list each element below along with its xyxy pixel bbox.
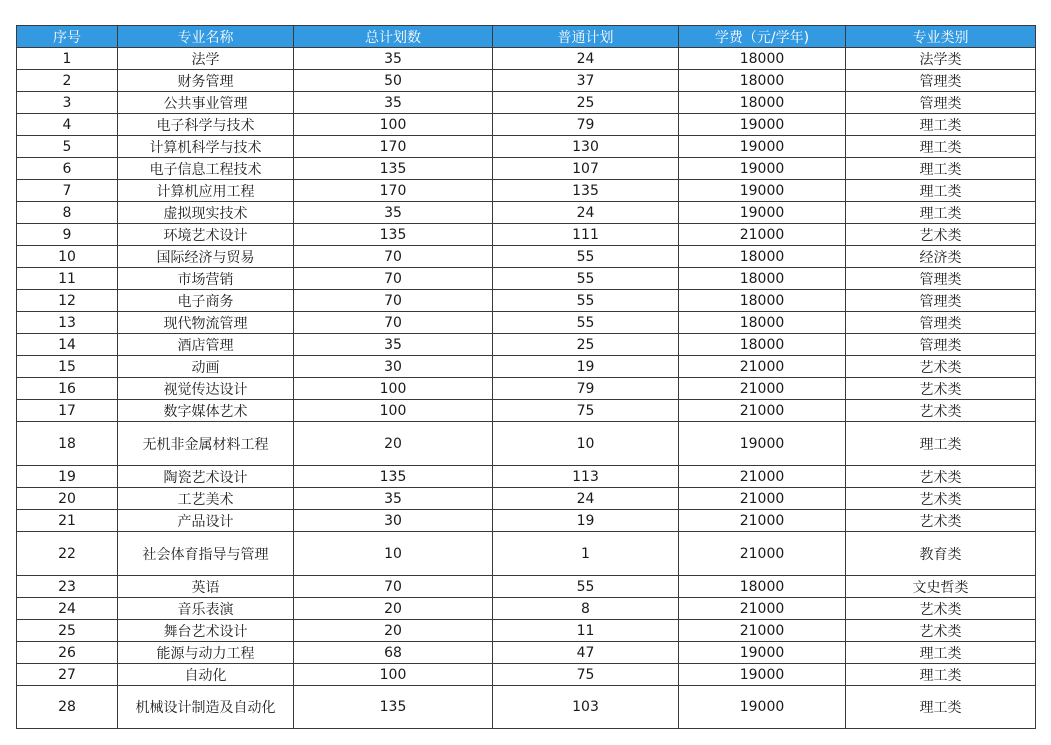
cell-total: 70	[294, 268, 493, 290]
table-row	[17, 224, 1036, 246]
cell-category: 理工类	[846, 114, 1036, 136]
table-row	[17, 114, 1036, 136]
cell-major: 国际经济与贸易	[118, 246, 294, 268]
cell-tuition: 19000	[679, 202, 846, 224]
cell-tuition: 19000	[679, 686, 846, 729]
table-body	[17, 48, 1036, 729]
table-row	[17, 202, 1036, 224]
cell-tuition: 18000	[679, 290, 846, 312]
cell-regular: 25	[493, 334, 679, 356]
cell-category: 艺术类	[846, 356, 1036, 378]
cell-regular: 55	[493, 312, 679, 334]
cell-total: 135	[294, 158, 493, 180]
cell-total: 70	[294, 246, 493, 268]
cell-tuition: 21000	[679, 224, 846, 246]
cell-total: 20	[294, 620, 493, 642]
cell-tuition: 21000	[679, 400, 846, 422]
cell-regular: 107	[493, 158, 679, 180]
cell-regular: 55	[493, 268, 679, 290]
cell-no: 15	[17, 356, 118, 378]
cell-category: 艺术类	[846, 224, 1036, 246]
cell-major: 视觉传达设计	[118, 378, 294, 400]
header-category: 专业类别	[846, 26, 1036, 48]
cell-regular: 55	[493, 246, 679, 268]
cell-total: 35	[294, 48, 493, 70]
cell-regular: 130	[493, 136, 679, 158]
cell-total: 20	[294, 422, 493, 466]
cell-regular: 55	[493, 576, 679, 598]
table-row	[17, 246, 1036, 268]
cell-category: 理工类	[846, 686, 1036, 729]
cell-regular: 55	[493, 290, 679, 312]
table-row	[17, 400, 1036, 422]
cell-tuition: 19000	[679, 136, 846, 158]
cell-major: 英语	[118, 576, 294, 598]
cell-category: 理工类	[846, 642, 1036, 664]
header-no: 序号	[17, 26, 118, 48]
cell-tuition: 21000	[679, 378, 846, 400]
cell-tuition: 19000	[679, 180, 846, 202]
table-row	[17, 488, 1036, 510]
cell-no: 9	[17, 224, 118, 246]
cell-major: 虚拟现实技术	[118, 202, 294, 224]
cell-no: 11	[17, 268, 118, 290]
enrollment-plan-table	[16, 25, 1036, 729]
cell-total: 50	[294, 70, 493, 92]
cell-tuition: 21000	[679, 620, 846, 642]
cell-category: 理工类	[846, 180, 1036, 202]
table-row	[17, 378, 1036, 400]
cell-tuition: 19000	[679, 114, 846, 136]
cell-major: 市场营销	[118, 268, 294, 290]
cell-regular: 111	[493, 224, 679, 246]
cell-major: 机械设计制造及自动化	[118, 686, 294, 729]
table-row	[17, 510, 1036, 532]
cell-no: 18	[17, 422, 118, 466]
cell-no: 13	[17, 312, 118, 334]
table-row	[17, 92, 1036, 114]
cell-no: 25	[17, 620, 118, 642]
cell-tuition: 21000	[679, 510, 846, 532]
cell-regular: 47	[493, 642, 679, 664]
cell-regular: 75	[493, 664, 679, 686]
cell-no: 3	[17, 92, 118, 114]
cell-total: 70	[294, 290, 493, 312]
cell-total: 30	[294, 356, 493, 378]
cell-major: 法学	[118, 48, 294, 70]
cell-major: 电子商务	[118, 290, 294, 312]
cell-category: 艺术类	[846, 598, 1036, 620]
cell-total: 135	[294, 224, 493, 246]
cell-total: 20	[294, 598, 493, 620]
cell-regular: 113	[493, 466, 679, 488]
cell-major: 音乐表演	[118, 598, 294, 620]
cell-tuition: 18000	[679, 334, 846, 356]
cell-regular: 135	[493, 180, 679, 202]
cell-regular: 79	[493, 378, 679, 400]
cell-no: 12	[17, 290, 118, 312]
cell-total: 100	[294, 378, 493, 400]
cell-regular: 24	[493, 488, 679, 510]
cell-category: 艺术类	[846, 466, 1036, 488]
cell-major: 动画	[118, 356, 294, 378]
cell-category: 艺术类	[846, 488, 1036, 510]
table-header	[17, 26, 1036, 48]
cell-major: 产品设计	[118, 510, 294, 532]
cell-no: 28	[17, 686, 118, 729]
cell-total: 100	[294, 114, 493, 136]
cell-total: 170	[294, 136, 493, 158]
cell-major: 自动化	[118, 664, 294, 686]
cell-major: 社会体育指导与管理	[118, 532, 294, 576]
table-row	[17, 642, 1036, 664]
table-row	[17, 532, 1036, 576]
cell-no: 4	[17, 114, 118, 136]
cell-no: 26	[17, 642, 118, 664]
cell-regular: 8	[493, 598, 679, 620]
cell-category: 理工类	[846, 158, 1036, 180]
cell-tuition: 19000	[679, 422, 846, 466]
cell-tuition: 19000	[679, 664, 846, 686]
cell-major: 能源与动力工程	[118, 642, 294, 664]
cell-category: 艺术类	[846, 620, 1036, 642]
cell-tuition: 19000	[679, 158, 846, 180]
cell-major: 电子信息工程技术	[118, 158, 294, 180]
cell-regular: 24	[493, 202, 679, 224]
cell-tuition: 18000	[679, 312, 846, 334]
cell-category: 管理类	[846, 268, 1036, 290]
cell-no: 21	[17, 510, 118, 532]
cell-no: 6	[17, 158, 118, 180]
cell-regular: 103	[493, 686, 679, 729]
table-row	[17, 686, 1036, 729]
header-total: 总计划数	[294, 26, 493, 48]
header-regular: 普通计划	[493, 26, 679, 48]
table-row	[17, 70, 1036, 92]
table-row	[17, 598, 1036, 620]
header-major: 专业名称	[118, 26, 294, 48]
cell-total: 170	[294, 180, 493, 202]
cell-no: 24	[17, 598, 118, 620]
cell-category: 艺术类	[846, 510, 1036, 532]
table-row	[17, 576, 1036, 598]
cell-major: 计算机应用工程	[118, 180, 294, 202]
cell-total: 100	[294, 400, 493, 422]
cell-category: 艺术类	[846, 378, 1036, 400]
cell-no: 5	[17, 136, 118, 158]
cell-category: 法学类	[846, 48, 1036, 70]
cell-regular: 24	[493, 48, 679, 70]
cell-category: 理工类	[846, 664, 1036, 686]
cell-major: 数字媒体艺术	[118, 400, 294, 422]
cell-category: 理工类	[846, 422, 1036, 466]
cell-tuition: 19000	[679, 642, 846, 664]
cell-major: 陶瓷艺术设计	[118, 466, 294, 488]
cell-no: 19	[17, 466, 118, 488]
cell-regular: 1	[493, 532, 679, 576]
table-row	[17, 334, 1036, 356]
cell-regular: 25	[493, 92, 679, 114]
cell-tuition: 18000	[679, 268, 846, 290]
table-row	[17, 158, 1036, 180]
cell-tuition: 21000	[679, 598, 846, 620]
cell-no: 10	[17, 246, 118, 268]
cell-regular: 19	[493, 510, 679, 532]
cell-total: 135	[294, 466, 493, 488]
cell-total: 100	[294, 664, 493, 686]
cell-category: 管理类	[846, 70, 1036, 92]
cell-major: 酒店管理	[118, 334, 294, 356]
table-row	[17, 48, 1036, 70]
cell-no: 22	[17, 532, 118, 576]
cell-tuition: 18000	[679, 246, 846, 268]
cell-tuition: 18000	[679, 92, 846, 114]
cell-category: 管理类	[846, 312, 1036, 334]
cell-category: 管理类	[846, 334, 1036, 356]
cell-total: 135	[294, 686, 493, 729]
table-row	[17, 620, 1036, 642]
cell-category: 管理类	[846, 290, 1036, 312]
cell-total: 30	[294, 510, 493, 532]
cell-major: 工艺美术	[118, 488, 294, 510]
cell-total: 70	[294, 312, 493, 334]
cell-no: 2	[17, 70, 118, 92]
cell-no: 1	[17, 48, 118, 70]
cell-category: 理工类	[846, 202, 1036, 224]
cell-no: 14	[17, 334, 118, 356]
cell-tuition: 18000	[679, 70, 846, 92]
cell-total: 35	[294, 488, 493, 510]
table-row	[17, 268, 1036, 290]
cell-category: 艺术类	[846, 400, 1036, 422]
cell-no: 27	[17, 664, 118, 686]
cell-regular: 19	[493, 356, 679, 378]
cell-tuition: 18000	[679, 576, 846, 598]
cell-no: 16	[17, 378, 118, 400]
cell-total: 35	[294, 202, 493, 224]
cell-category: 教育类	[846, 532, 1036, 576]
cell-regular: 79	[493, 114, 679, 136]
cell-major: 公共事业管理	[118, 92, 294, 114]
table-row	[17, 180, 1036, 202]
cell-no: 8	[17, 202, 118, 224]
cell-total: 70	[294, 576, 493, 598]
cell-regular: 75	[493, 400, 679, 422]
cell-regular: 10	[493, 422, 679, 466]
cell-tuition: 21000	[679, 356, 846, 378]
table-row	[17, 312, 1036, 334]
cell-total: 10	[294, 532, 493, 576]
cell-major: 财务管理	[118, 70, 294, 92]
table-row	[17, 290, 1036, 312]
cell-regular: 37	[493, 70, 679, 92]
cell-major: 电子科学与技术	[118, 114, 294, 136]
cell-tuition: 21000	[679, 466, 846, 488]
cell-total: 35	[294, 92, 493, 114]
cell-total: 68	[294, 642, 493, 664]
table-row	[17, 356, 1036, 378]
header-tuition: 学费（元/学年)	[679, 26, 846, 48]
cell-major: 现代物流管理	[118, 312, 294, 334]
cell-major: 舞台艺术设计	[118, 620, 294, 642]
cell-category: 文史哲类	[846, 576, 1036, 598]
cell-tuition: 21000	[679, 532, 846, 576]
header-row	[17, 26, 1036, 48]
cell-total: 35	[294, 334, 493, 356]
cell-no: 7	[17, 180, 118, 202]
cell-major: 环境艺术设计	[118, 224, 294, 246]
table-row	[17, 422, 1036, 466]
cell-category: 经济类	[846, 246, 1036, 268]
cell-tuition: 18000	[679, 48, 846, 70]
cell-category: 管理类	[846, 92, 1036, 114]
cell-tuition: 21000	[679, 488, 846, 510]
table-row	[17, 664, 1036, 686]
cell-no: 20	[17, 488, 118, 510]
table-row	[17, 466, 1036, 488]
cell-no: 17	[17, 400, 118, 422]
cell-major: 计算机科学与技术	[118, 136, 294, 158]
cell-no: 23	[17, 576, 118, 598]
cell-category: 理工类	[846, 136, 1036, 158]
cell-regular: 11	[493, 620, 679, 642]
cell-major: 无机非金属材料工程	[118, 422, 294, 466]
table-row	[17, 136, 1036, 158]
